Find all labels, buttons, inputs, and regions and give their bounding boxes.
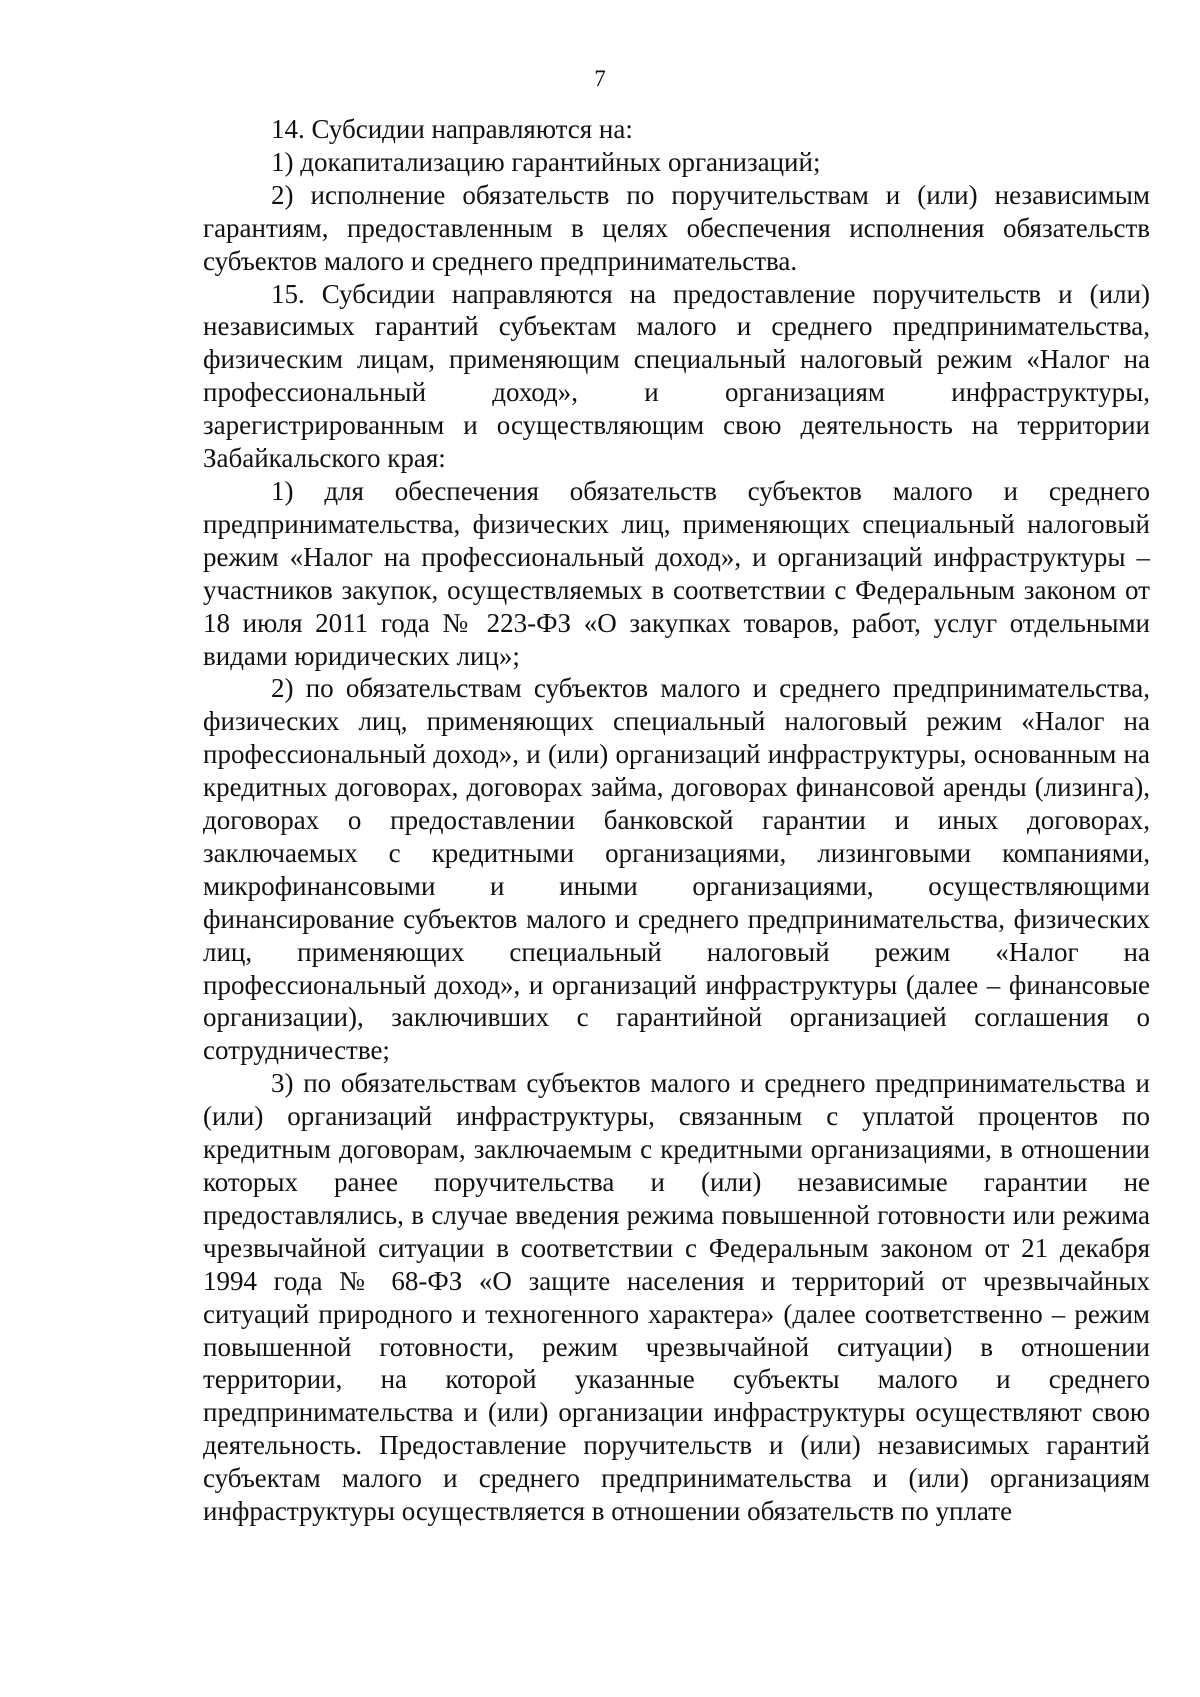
paragraph-14-item-1: 1) докапитализацию гарантийных организаций; [271,146,821,177]
page-number: 7 [594,66,606,91]
paragraph-14-item-2: 2) исполнение обязательств по поручительствам и (или) независимым гарантиям, предоставленным в целях обеспечения исполнения обязательств субъектов малого и среднего предпринимательства. [203,179,1150,276]
document-body [203,113,1150,1528]
paragraph-15-item-1: 1) для обеспечения обязательств субъектов малого и среднего предпринимательства, физических лиц, применяющих специальный налоговый режим «Налог на профессиональный доход», и организаций инфраструктуры – участников закупок, осуществляемых в соответствии с Федеральным законом от 18 июля 2011 года № 223-ФЗ «О закупках товаров, работ, услуг отдельными видами юридических лиц»; [203,475,1150,671]
paragraph-15-header: 15. Субсидии направляются на предоставление поручительств и (или) независимых гарантий субъектам малого и среднего предпринимательства, физическим лицам, применяющим специальный налоговый режим «Налог на профессиональный доход», и организациям инфраструктуры, зарегистрированным и осуществляющим свою деятельность на территории Забайкальского края: [203,278,1150,474]
paragraph-15-item-3: 3) по обязательствам субъектов малого и среднего предпринимательства и (или) организаций инфраструктуры, связанным с уплатой процентов по кредитным договорам, заключаемым с кредитными организациями, в отношении которых ранее поручительства и (или) независимые гарантии не предоставлялись, в случае введения режима повышенной готовности или режима чрезвычайной ситуации в соответствии с Федеральным законом от 21 декабря 1994 года № 68-ФЗ «О защите населения и территорий от чрезвычайных ситуаций природного и техногенного характера» (далее соответственно – режим повышенной готовности, режим чрезвычайной ситуации) в отношении территории, на которой указанные субъекты малого и среднего предпринимательства и (или) организации инфраструктуры осуществляют свою деятельность. Предоставление поручительств и (или) независимых гарантий субъектам малого и среднего предпринимательства и (или) организациям инфраструктуры осуществляется в отношении обязательств по уплате [203,1068,1150,1527]
paragraph-14-header: 14. Субсидии направляются на: [271,114,633,144]
paragraph-15-item-2: 2) по обязательствам субъектов малого и среднего предпринимательства, физических лиц, применяющих специальный налоговый режим «Налог на профессиональный доход», и (или) организаций инфраструктуры, основанным на кредитных договорах, договорах займа, договорах финансовой аренды (лизинга), договорах о предоставлении банковской гарантии и иных договорах, заключаемых с кредитными организациями, лизинговыми компаниями, микрофинансовыми и иными организациями, осуществляющими финансирование субъектов малого и среднего предпринимательства, физических лиц, применяющих специальный налоговый режим «Налог на профессиональный доход», и организаций инфраструктуры (далее – финансовые организации), заключивших с гарантийной организацией соглашения о сотрудничестве; [203,673,1150,1066]
